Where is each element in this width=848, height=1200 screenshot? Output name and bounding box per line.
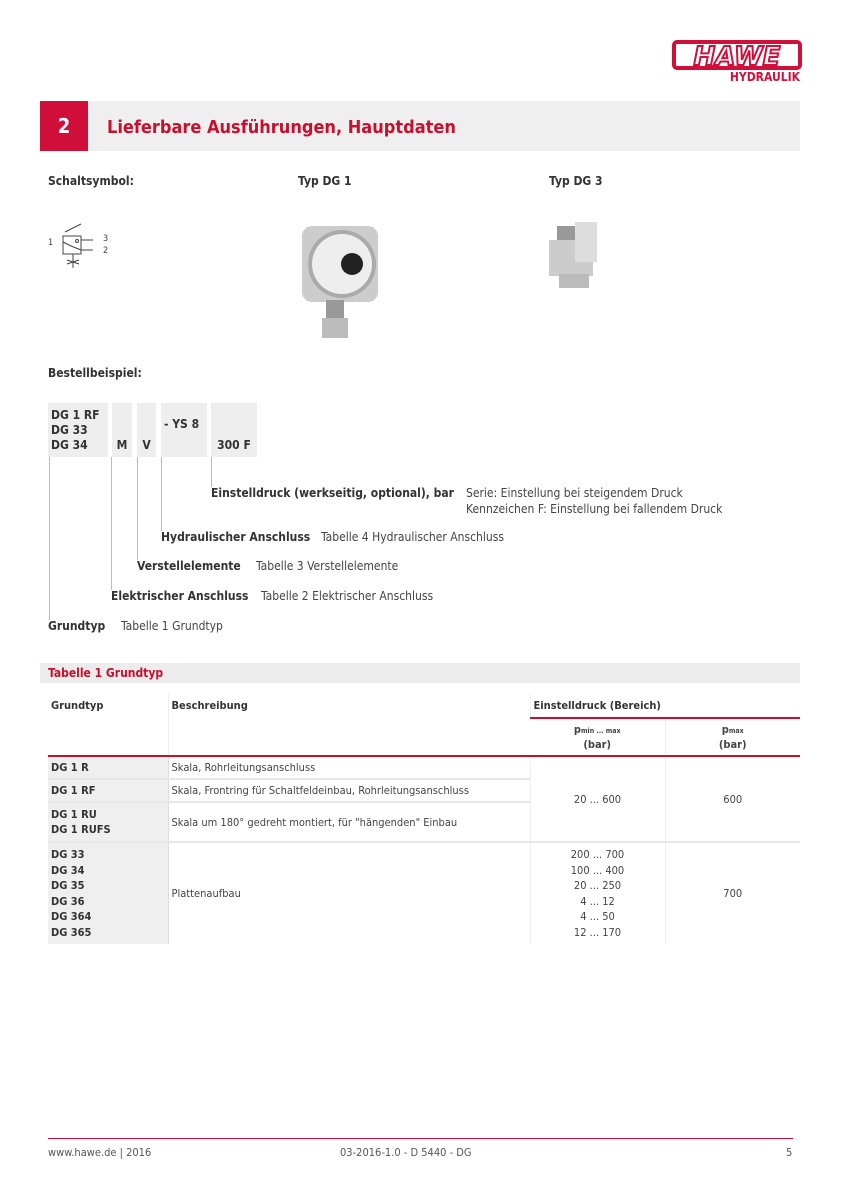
grundtyp-table — [48, 694, 800, 944]
bestellbeispiel-label: Bestellbeispiel: — [48, 366, 142, 380]
table1-title: Tabelle 1 Grundtyp — [48, 666, 164, 680]
header-beschreibung: Beschreibung — [168, 694, 530, 756]
order-box-elektrisch: M — [112, 403, 132, 457]
order-desc: Tabelle 3 Verstellelemente — [256, 559, 399, 573]
order-label-hydraulisch: Hydraulischer Anschluss — [161, 530, 311, 544]
order-desc: Tabelle 1 Grundtyp — [121, 619, 223, 633]
order-desc: Serie: Einstellung bei steigendem Druck — [466, 486, 683, 500]
order-line — [137, 457, 138, 560]
table-row: DG 1 RF Skala, Frontring für Schaltfeldeinbau, Rohrleitungsanschluss — [48, 779, 800, 802]
header-pmin-max: pmin ... max (bar) — [530, 718, 665, 756]
order-box-einstelldruck: 300 F — [211, 403, 257, 457]
order-desc: Tabelle 4 Hydraulischer Anschluss — [321, 530, 504, 544]
footer-rule — [48, 1138, 793, 1139]
dg3-product-image — [545, 218, 605, 293]
logo-subtitle: HYDRAULIK — [729, 70, 800, 84]
order-line — [49, 457, 50, 620]
order-box-grundtyp: DG 1 RF DG 33 DG 34 — [48, 403, 108, 457]
svg-text:HAWE: HAWE — [693, 42, 781, 72]
table-row: DG 33 DG 34 DG 35 DG 36 DG 364 DG 365 Plattenaufbau 200 ... 700 100 ... 400 20 ... 250 4 ... 12 4 ... 50 12 ... 170 700 — [48, 842, 800, 944]
section-number: 2 — [40, 101, 88, 151]
section-title: Lieferbare Ausführungen, Hauptdaten — [107, 117, 456, 138]
order-desc: Kennzeichen F: Einstellung bei fallendem Druck — [466, 502, 723, 516]
order-line — [161, 457, 162, 531]
order-box-hydraulisch: - YS 8 — [161, 403, 207, 457]
order-label-grundtyp: Grundtyp — [48, 619, 106, 633]
order-label-elektrisch: Elektrischer Anschluss — [111, 589, 249, 603]
order-label-einstelldruck: Einstelldruck (werkseitig, optional), bar — [211, 486, 454, 500]
typ-dg1-label: Typ DG 1 — [298, 174, 352, 188]
table-row: DG 1 R Skala, Rohrleitungsanschluss 20 ... 600 600 — [48, 756, 800, 779]
footer-docnumber: 03-2016-1.0 - D 5440 - DG — [340, 1146, 472, 1159]
footer-website: www.hawe.de | 2016 — [48, 1146, 152, 1159]
order-line — [111, 457, 112, 590]
table-row: DG 1 RU DG 1 RUFS Skala um 180° gedreht montiert, für "hängenden" Einbau — [48, 802, 800, 842]
page-number: 5 — [786, 1146, 793, 1159]
hawe-logo — [672, 40, 802, 86]
switch-symbol: 1 3 2 — [45, 220, 115, 280]
header-pmax: pmax (bar) — [665, 718, 800, 756]
order-label-verstell: Verstellelemente — [137, 559, 241, 573]
header-grundtyp: Grundtyp — [51, 699, 104, 712]
dg1-product-image — [300, 218, 385, 343]
schaltsymbol-label: Schaltsymbol: — [48, 174, 134, 188]
header-rule — [530, 717, 800, 719]
typ-dg3-label: Typ DG 3 — [549, 174, 603, 188]
order-line — [211, 457, 212, 487]
order-desc: Tabelle 2 Elektrischer Anschluss — [261, 589, 434, 603]
header-einstelldruck: Einstelldruck (Bereich) — [530, 694, 800, 718]
order-box-verstell: V — [137, 403, 156, 457]
